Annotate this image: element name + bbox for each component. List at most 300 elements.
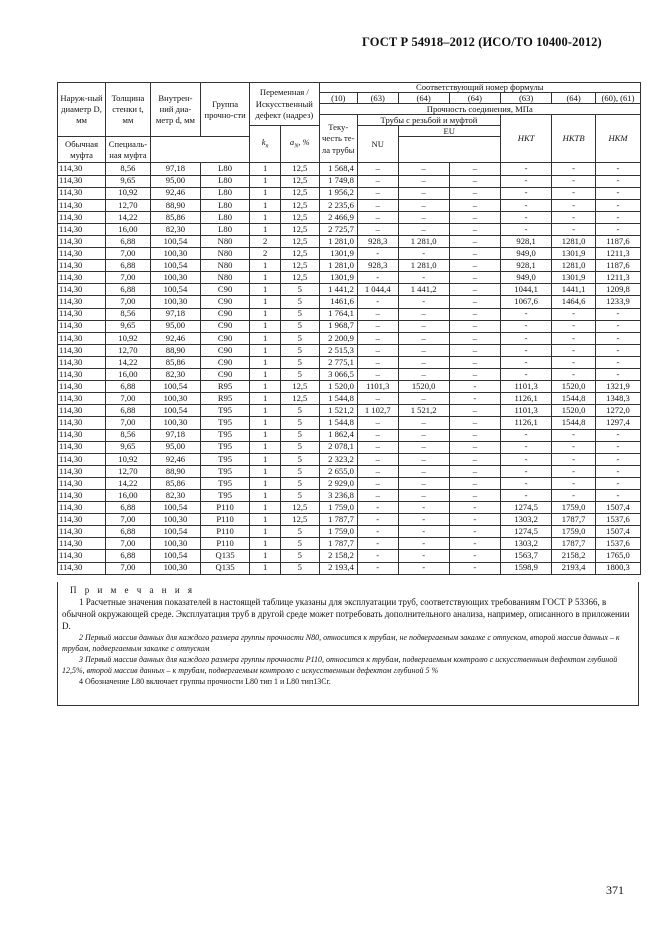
table-cell: T95 [201,489,250,501]
table-cell: – [357,320,398,332]
table-cell: 12,5 [281,393,319,405]
table-cell: 2 200,9 [319,332,357,344]
table-cell: – [398,320,449,332]
table-cell: 114,30 [58,284,106,296]
table-cell: 12,70 [106,465,151,477]
table-cell: 114,30 [58,248,106,260]
table-cell: - [449,550,500,562]
table-cell: 1187,6 [595,260,640,272]
table-row [58,211,641,223]
table-row [58,284,641,296]
table-cell: 1787,7 [552,514,596,526]
table-cell: Q135 [201,550,250,562]
table-row [58,502,641,514]
table-cell: 1 749,8 [319,175,357,187]
table-cell: 1 568,4 [319,163,357,175]
table-cell: 1101,3 [500,381,551,393]
table-cell: 1759,0 [552,502,596,514]
table-cell: - [552,441,596,453]
table-cell: 12,5 [281,272,319,284]
table-cell: 1 759,0 [319,526,357,538]
table-cell: 100,30 [150,296,200,308]
table-row [58,453,641,465]
table-cell: 7,00 [106,562,151,574]
table-cell: - [398,296,449,308]
table-cell: Q135 [201,562,250,574]
table-cell: 1297,4 [595,417,640,429]
table-cell: L80 [201,223,250,235]
table-cell: 1 764,1 [319,308,357,320]
table-cell: - [595,223,640,235]
table-cell: 5 [281,284,319,296]
table-row [58,187,641,199]
table-row [58,248,641,260]
table-cell: 114,30 [58,465,106,477]
table-cell: 5 [281,441,319,453]
table-cell: - [449,562,500,574]
table-cell: 1598,9 [500,562,551,574]
table-cell: 6,88 [106,502,151,514]
table-cell: - [357,562,398,574]
table-cell: 2 [250,248,281,260]
table-cell: – [357,393,398,405]
table-cell: 114,30 [58,175,106,187]
table-cell: C90 [201,284,250,296]
header-an: $a_N$, % [281,126,319,163]
table-cell: - [552,369,596,381]
table-cell: 6,88 [106,381,151,393]
table-row [58,562,641,574]
table-cell: 88,90 [150,344,200,356]
table-cell: - [500,489,551,501]
table-cell: 16,00 [106,489,151,501]
table-cell: - [552,320,596,332]
table-cell: 100,30 [150,417,200,429]
table-cell: 114,30 [58,236,106,248]
table-cell: 1274,5 [500,526,551,538]
table-cell: 114,30 [58,187,106,199]
header-nkt: НКТ [500,115,551,163]
table-cell: - [552,187,596,199]
table-cell: 114,30 [58,356,106,368]
table-cell: – [449,344,500,356]
table-cell: 1281,0 [552,260,596,272]
table-cell: - [552,308,596,320]
table-cell: - [500,441,551,453]
table-cell: 1211,3 [595,272,640,284]
table-cell: – [449,199,500,211]
table-cell: 12,5 [281,502,319,514]
table-cell: 12,5 [281,248,319,260]
table-cell: 3 236,8 [319,489,357,501]
table-cell: 114,30 [58,308,106,320]
table-cell: R95 [201,381,250,393]
table-cell: 1 544,8 [319,393,357,405]
table-cell: - [552,199,596,211]
table-cell: 1520,0 [398,381,449,393]
table-cell: C90 [201,332,250,344]
table-cell: N80 [201,272,250,284]
table-cell: – [449,477,500,489]
table-cell: C90 [201,308,250,320]
table-cell: 82,30 [150,369,200,381]
header-special-coupling: Специаль-ная муфта [106,137,151,163]
table-cell: 1 [250,320,281,332]
table-cell: 8,56 [106,429,151,441]
table-cell: – [398,369,449,381]
table-cell: - [357,272,398,284]
table-cell: – [357,453,398,465]
table-cell: – [449,356,500,368]
table-cell: – [449,441,500,453]
table-cell: 114,30 [58,562,106,574]
table-cell: 1 [250,417,281,429]
table-cell: 5 [281,296,319,308]
table-cell: 92,46 [150,332,200,344]
table-cell: – [398,441,449,453]
table-cell: 1 [250,332,281,344]
table-cell: – [398,453,449,465]
table-cell: 1 544,8 [319,417,357,429]
table-cell: 7,00 [106,296,151,308]
table-cell: 1507,4 [595,502,640,514]
table-cell: – [449,260,500,272]
table-cell: 1 [250,514,281,526]
table-row [58,441,641,453]
table-cell: – [449,187,500,199]
table-cell: 1765,0 [595,550,640,562]
table-row [58,199,641,211]
header-wall-thickness: Толщина стенки t, мм [106,83,151,137]
table-cell: 92,46 [150,187,200,199]
table-cell: - [449,381,500,393]
table-cell: L80 [201,211,250,223]
header-outer-diameter: Наруж-ный диаметр D, мм [58,83,106,137]
table-body [58,163,641,574]
table-cell: 1274,5 [500,502,551,514]
table-cell: - [449,502,500,514]
table-cell: 1 281,0 [398,236,449,248]
table-cell: 2 725,7 [319,223,357,235]
table-cell: - [398,248,449,260]
table-cell: 1 [250,163,281,175]
table-cell: 1 956,2 [319,187,357,199]
table-cell: - [595,441,640,453]
document-header: ГОСТ Р 54918–2012 (ИСО/ТО 10400-2012) [362,35,602,49]
table-cell: 114,30 [58,502,106,514]
formula-number: (63) [357,93,398,104]
table-cell: 114,30 [58,393,106,405]
table-cell: - [552,489,596,501]
table-cell: - [595,320,640,332]
table-cell: 95,00 [150,175,200,187]
table-cell: - [552,332,596,344]
table-cell: 1537,6 [595,538,640,550]
table-cell: – [357,489,398,501]
table-cell: 1301,9 [319,248,357,260]
table-cell: 100,30 [150,272,200,284]
table-cell: – [449,489,500,501]
table-cell: 7,00 [106,248,151,260]
formula-number: (63) [500,93,551,104]
table-cell: 10,92 [106,332,151,344]
table-cell: - [552,223,596,235]
table-cell: L80 [201,199,250,211]
table-cell: – [357,465,398,477]
table-cell: 928,1 [500,260,551,272]
table-cell: 1 [250,260,281,272]
table-cell: N80 [201,248,250,260]
table-cell: 1321,9 [595,381,640,393]
table-cell: P110 [201,514,250,526]
table-row [58,393,641,405]
table-cell: 100,54 [150,550,200,562]
table-cell: N80 [201,260,250,272]
table-cell: 16,00 [106,369,151,381]
table-cell: – [449,236,500,248]
table-cell: 2 775,1 [319,356,357,368]
table-cell: 1 [250,502,281,514]
table-cell: - [357,502,398,514]
table-cell: – [357,356,398,368]
table-cell: - [595,429,640,441]
table-cell: 5 [281,526,319,538]
table-cell: 1 [250,405,281,417]
table-cell: - [398,562,449,574]
table-cell: 1 441,2 [319,284,357,296]
table-cell: 1 [250,356,281,368]
table-cell: 5 [281,308,319,320]
table-cell: - [595,453,640,465]
table-cell: 114,30 [58,417,106,429]
table-cell: - [500,356,551,368]
table-cell: 1301,9 [552,272,596,284]
table-row [58,332,641,344]
table-cell: - [595,199,640,211]
table-cell: 114,30 [58,538,106,550]
table-cell: 2 515,3 [319,344,357,356]
table-cell: - [552,453,596,465]
table-cell: - [500,175,551,187]
table-cell: T95 [201,441,250,453]
table-cell: 114,30 [58,429,106,441]
table-row [58,344,641,356]
table-cell: 97,18 [150,308,200,320]
note-2: 2 Первый массив данных для каждого размера группы прочности N80, относится к трубам, не подвергаемым закалке с отпуском, второй массив данных – к трубам, подвергаемым закалке с отпуском [62,633,620,653]
table-cell: 5 [281,369,319,381]
table-cell: – [398,417,449,429]
table-cell: 114,30 [58,550,106,562]
table-cell: 5 [281,356,319,368]
table-cell: – [398,163,449,175]
table-cell: – [357,441,398,453]
table-row [58,369,641,381]
table-cell: - [595,308,640,320]
table-cell: – [449,429,500,441]
table-cell: 1301,9 [552,248,596,260]
table-cell: – [449,453,500,465]
table-cell: - [552,477,596,489]
table-row [58,405,641,417]
header-nu: NU [357,126,398,163]
table-cell: 114,30 [58,441,106,453]
table-cell: - [500,332,551,344]
table-cell: 2 929,0 [319,477,357,489]
table-row [58,175,641,187]
table-cell: – [357,187,398,199]
table-cell: 1 [250,369,281,381]
table-row [58,465,641,477]
table-cell: 928,3 [357,236,398,248]
table-row [58,320,641,332]
table-cell: 1303,2 [500,514,551,526]
table-cell: T95 [201,405,250,417]
table-cell: 12,5 [281,514,319,526]
table-cell: T95 [201,417,250,429]
table-cell: 10,92 [106,453,151,465]
formula-number: (64) [552,93,596,104]
table-cell: - [357,526,398,538]
table-cell: - [595,332,640,344]
table-cell: 2193,4 [552,562,596,574]
table-cell: C90 [201,296,250,308]
table-cell: - [449,514,500,526]
table-cell: 1520,0 [552,381,596,393]
table-cell: T95 [201,465,250,477]
table-cell: – [449,332,500,344]
table-cell: 97,18 [150,429,200,441]
table-cell: 1800,3 [595,562,640,574]
table-cell: - [552,211,596,223]
table-cell: C90 [201,320,250,332]
table-row [58,538,641,550]
table-cell: - [500,211,551,223]
table-cell: 8,56 [106,308,151,320]
table-row [58,489,641,501]
header-strength-grade: Группа прочно-сти [201,83,250,137]
header-threaded-coupled: Трубы с резьбой и муфтой [357,115,500,126]
table-cell: – [449,223,500,235]
table-row [58,260,641,272]
table-cell: – [357,369,398,381]
table-cell: – [398,223,449,235]
table-cell: 12,5 [281,223,319,235]
table-cell: 7,00 [106,393,151,405]
table-cell: 1 [250,187,281,199]
table-cell: - [500,223,551,235]
notes-section [57,582,639,706]
table-cell: 1281,0 [552,236,596,248]
table-cell: 12,5 [281,211,319,223]
table-cell: - [398,502,449,514]
table-cell: 1 [250,477,281,489]
table-cell: 1 [250,272,281,284]
table-cell: T95 [201,453,250,465]
note-3: 3 Первый массив данных для каждого размера группы прочности P110, относится к трубам, подвергаемым контролю с искусственным дефектом глубиной 12,5%, второй массив данных – к трубам, подвергаемым контролю с искусственным дефектом глубиной 5 % [62,655,618,675]
table-cell: 1 044,4 [357,284,398,296]
table-cell: - [595,369,640,381]
table-cell: 1067,6 [500,296,551,308]
table-row [58,526,641,538]
table-cell: 12,70 [106,199,151,211]
table-cell: – [398,465,449,477]
table-cell: – [398,477,449,489]
table-cell: 5 [281,405,319,417]
table-cell: 6,88 [106,236,151,248]
table-cell: - [500,429,551,441]
table-cell: 1126,1 [500,393,551,405]
table-cell: 82,30 [150,489,200,501]
table-cell: – [357,344,398,356]
table-row [58,308,641,320]
table-cell: 949,0 [500,248,551,260]
table-cell: 114,30 [58,477,106,489]
table-cell: 1 281,0 [319,260,357,272]
table-cell: - [449,538,500,550]
table-cell: – [398,175,449,187]
table-cell: - [595,344,640,356]
table-row [58,223,641,235]
table-cell: 1461,6 [319,296,357,308]
table-cell: - [398,514,449,526]
table-cell: - [500,453,551,465]
table-cell: L80 [201,175,250,187]
table-cell: – [357,175,398,187]
table-cell: 12,5 [281,175,319,187]
table-cell: 114,30 [58,320,106,332]
table-cell: 1 [250,489,281,501]
table-cell: 114,30 [58,405,106,417]
table-cell: 100,54 [150,526,200,538]
pipe-strength-table [57,82,641,575]
table-row [58,272,641,284]
table-cell: 1233,9 [595,296,640,308]
table-cell: C90 [201,356,250,368]
table-cell: – [449,296,500,308]
table-cell: - [500,369,551,381]
table-cell: – [357,477,398,489]
table-cell: 12,5 [281,187,319,199]
table-cell: 1 520,0 [319,381,357,393]
table-cell: 1 [250,223,281,235]
header-nktv: НКТВ [552,115,596,163]
header-regular-coupling: Обычная муфта [58,137,106,163]
table-cell: – [449,320,500,332]
table-cell: 114,30 [58,272,106,284]
table-cell: 12,5 [281,163,319,175]
table-cell: 12,5 [281,381,319,393]
table-cell: 1 [250,538,281,550]
table-cell: – [357,429,398,441]
table-cell: 6,88 [106,405,151,417]
table-cell: L80 [201,163,250,175]
table-cell: - [595,163,640,175]
table-cell: 949,0 [500,272,551,284]
table-cell: 2 466,9 [319,211,357,223]
table-cell: – [357,211,398,223]
note-1: 1 Расчетные значения показателей в настоящей таблице указаны для эксплуатации труб, соответствующих требованиям ГОСТ Р 53366, в обычной окружающей среде. Эксплуатация труб в другой среде может потребовать дополнительного анализа, например, описанного в приложении D. [62,597,630,631]
table-cell: 114,30 [58,369,106,381]
table-cell: - [500,308,551,320]
table-cell: 5 [281,465,319,477]
table-cell: 1 787,7 [319,514,357,526]
table-cell: – [398,308,449,320]
table-cell: T95 [201,429,250,441]
table-cell: 1187,6 [595,236,640,248]
table-cell: - [398,526,449,538]
table-cell: 6,88 [106,284,151,296]
table-cell: 16,00 [106,223,151,235]
